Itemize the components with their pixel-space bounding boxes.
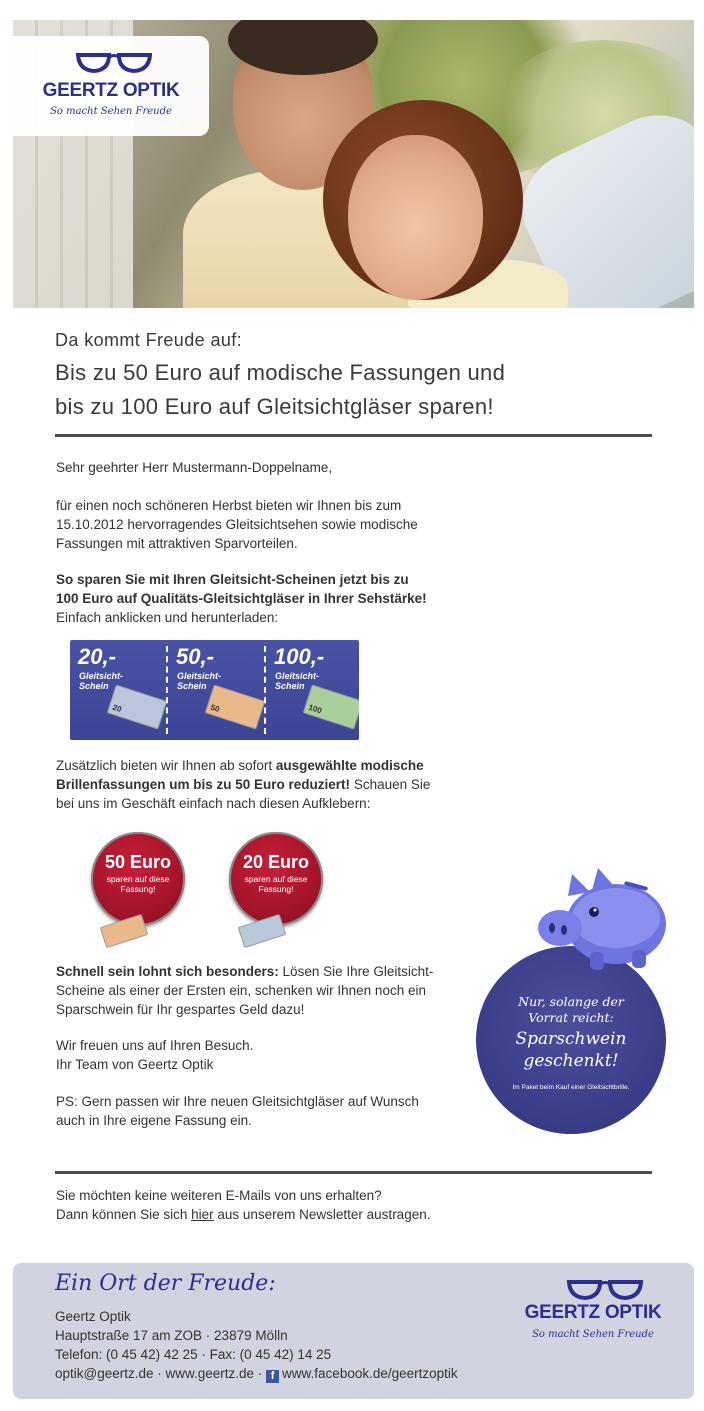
glasses-logo-icon [566,1279,644,1301]
intro-line-3: Fassungen mit attraktiven Sparvorteilen. [56,536,298,551]
badge-small-print: Im Paket beim Kauf einer Gleitsichtbrille. [512,1084,630,1091]
closing-line-2: Ihr Team von Geertz Optik [56,1057,214,1072]
sticker-text: sparen auf diese Fassung! [244,874,308,894]
unsubscribe-text [56,1186,430,1224]
quick-line-3: Sparschwein für Ihr gespartes Geld dazu! [56,1002,305,1017]
quick-bold: Schnell sein lohnt sich besonders: [56,964,279,979]
banknote-icon [238,914,287,949]
hero-woman [348,135,483,300]
divider-top [55,434,652,437]
footer-contact [55,1366,458,1383]
banknote-icon: 20 [107,684,168,729]
piggy-bank-icon [532,862,672,978]
quick-line-1: Lösen Sie Ihre Gleitsicht- [278,964,434,979]
frames-text [56,756,430,813]
header-logo-name: GEERTZ OPTIK [42,80,180,101]
frames-line-2-bold: Brillenfassungen um bis zu 50 Euro reduziert! [56,777,351,792]
coupon-100[interactable] [266,640,359,740]
divider-bottom [55,1171,652,1174]
footer-phone: Telefon: (0 45 42) 42 25 · Fax: (0 45 42) 14 25 [55,1347,332,1362]
badge-gift-text: Sparschwein geschenkt! [515,1029,627,1071]
banknote-icon [100,914,149,949]
coupon-amount: 100,- [274,644,325,669]
unsubscribe-line-2-end: aus unserem Newsletter austragen. [213,1207,431,1222]
coupon-bold-line-1: So sparen Sie mit Ihren Gleitsicht-Scheinen jetzt bis zu [56,572,409,587]
footer-logo-tagline: So macht Sehen Freude [532,1329,654,1340]
banknote-icon: 100 [303,684,359,729]
coupon-text [56,570,427,627]
frames-line-3: bei uns im Geschäft einfach nach diesen Aufklebern: [56,796,371,811]
quick-line-2: Scheine als einer der Ersten ein, schenken wir Ihnen noch ein [56,983,426,998]
closing-line-1: Wir freuen uns auf Ihren Besuch. [56,1038,254,1053]
footer-email-web[interactable]: optik@geertz.de · www.geertz.de · [55,1366,267,1381]
frames-line-1: Zusätzlich bieten wir Ihnen ab sofort [56,758,276,773]
footer-facebook-link[interactable]: www.facebook.de/geertzoptik [282,1366,458,1381]
footer-company: Geertz Optik [55,1309,131,1324]
coupon-label: Gleitsicht- Schein [177,671,222,691]
sticker-50-euro [91,832,185,926]
coupon-50[interactable] [168,640,264,740]
ps-text [56,1092,419,1130]
sticker-20-euro [229,832,323,926]
intro-line-2: 15.10.2012 hervorragendes Gleitsichtsehen sowie modische [56,517,418,532]
footer [13,1263,694,1399]
quick-text [56,962,433,1019]
unsubscribe-line-2: Dann können Sie sich [56,1207,192,1222]
ps-line-2: auch in Ihre eigene Fassung ein. [56,1113,252,1128]
footer-title: Ein Ort der Freude: [55,1271,276,1296]
glasses-logo-icon [76,52,152,74]
unsubscribe-link[interactable]: hier [191,1207,214,1222]
frames-line-1-bold: ausgewählte modische [275,758,424,773]
footer-address: Hauptstraße 17 am ZOB · 23879 Mölln [55,1328,288,1343]
coupon-banner[interactable] [70,640,359,740]
closing-text [56,1036,253,1074]
ps-line-1: PS: Gern passen wir Ihre neuen Gleitsichtgläser auf Wunsch [56,1094,419,1109]
sticker-text: sparen auf diese Fassung! [106,874,170,894]
facebook-icon[interactable]: f [266,1370,279,1383]
salutation: Sehr geehrter Herr Mustermann-Doppelname, [56,460,333,475]
frames-line-2: Schauen Sie [350,777,431,792]
coupon-bold-line-2: 100 Euro auf Qualitäts-Gleitsichtgläser in Ihrer Sehstärke! [56,591,427,606]
footer-logo-name[interactable]: GEERTZ OPTIK [524,1302,662,1323]
headline-line-2: bis zu 100 Euro auf Gleitsichtgläser sparen! [55,394,494,419]
unsubscribe-line-1: Sie möchten keine weiteren E-Mails von uns erhalten? [56,1188,382,1203]
coupon-20[interactable] [70,640,166,740]
coupon-instruction: Einfach anklicken und herunterladen: [56,610,279,625]
banknote-icon: 50 [205,684,266,729]
intro-text [56,496,418,553]
header-logo-tagline: So macht Sehen Freude [50,106,172,117]
coupon-amount: 50,- [176,644,214,669]
intro-line-1: für einen noch schöneren Herbst bieten wir Ihnen bis zum [56,498,402,513]
badge-limited-text: Nur, solange der Vorrat reicht: [518,994,624,1025]
coupon-label: Gleitsicht- Schein [275,671,320,691]
coupon-amount: 20,- [78,644,116,669]
sticker-amount: 20 Euro [242,852,310,872]
headline-kicker: Da kommt Freude auf: [55,330,243,350]
coupon-label: Gleitsicht- Schein [79,671,124,691]
headline-line-1: Bis zu 50 Euro auf modische Fassungen und [55,360,506,385]
sticker-amount: 50 Euro [104,852,172,872]
